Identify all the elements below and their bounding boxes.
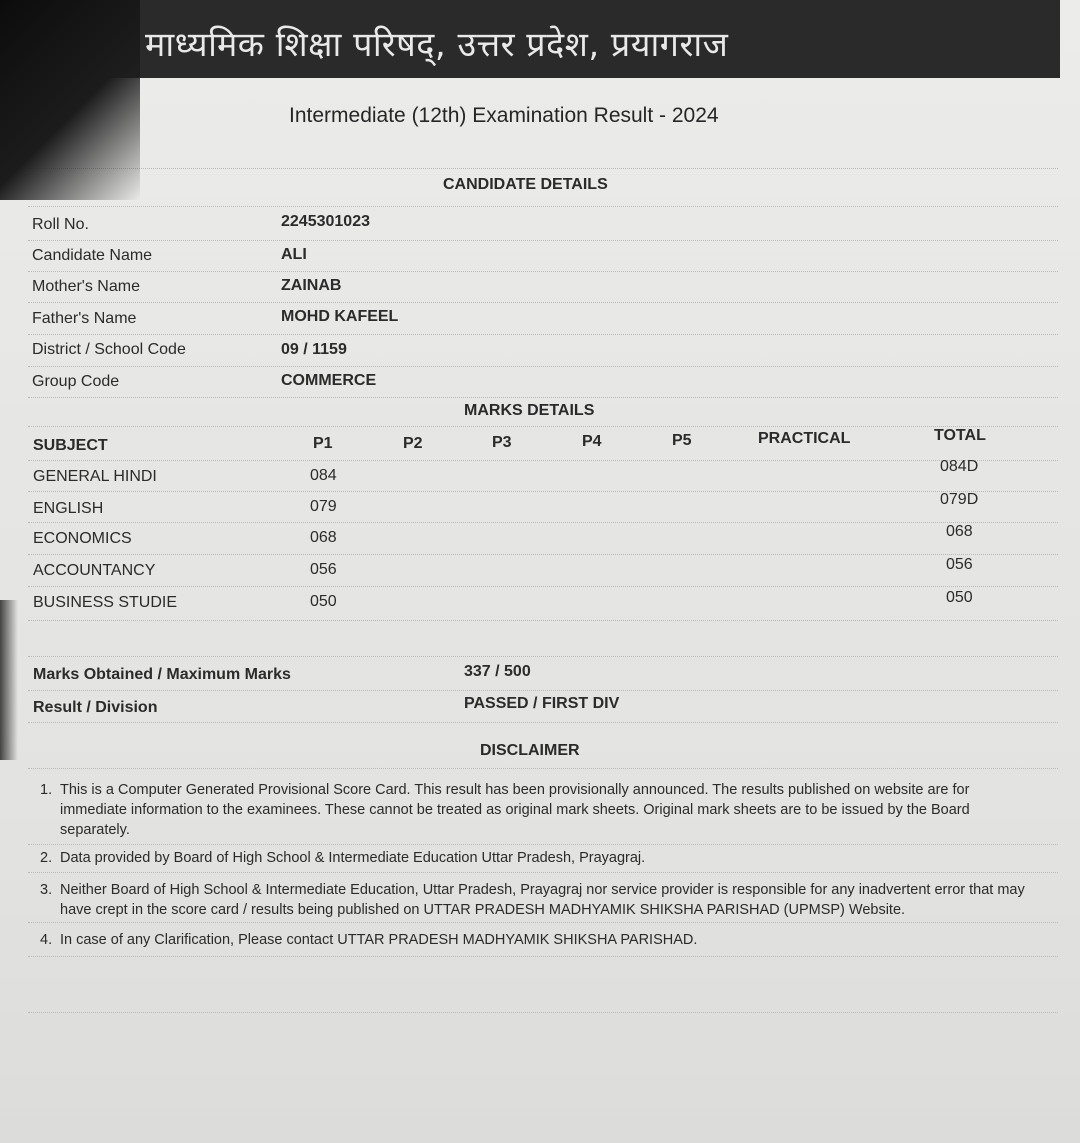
table-cell-total: 050	[946, 589, 973, 606]
table-cell-p1: 079	[310, 498, 337, 515]
divider	[28, 956, 1058, 957]
table-cell-p1: 056	[310, 561, 337, 578]
table-cell-p1: 084	[310, 467, 337, 484]
disclaimer-item-number: 2.	[40, 850, 53, 866]
table-cell-total: 068	[946, 523, 973, 540]
divider	[28, 922, 1058, 923]
divider	[28, 1012, 1058, 1013]
disclaimer-item-text: In case of any Clarification, Please contact UTTAR PRADESH MADHYAMIK SHIKSHA PARISHAD.	[60, 932, 698, 948]
field-label-district-school-code: District / School Code	[32, 341, 186, 358]
field-label-group-code: Group Code	[32, 373, 120, 390]
field-value-district-school-code: 09 / 1159	[281, 341, 347, 358]
disclaimer-item-text: Data provided by Board of High School & Intermediate Education Uttar Pradesh, Prayagraj.	[60, 850, 646, 866]
column-header-p3: P3	[492, 434, 512, 451]
photo-shadow	[0, 0, 140, 200]
candidate-details-heading: CANDIDATE DETAILS	[443, 176, 608, 193]
divider	[28, 722, 1058, 723]
table-cell-total: 056	[946, 556, 973, 573]
divider	[28, 768, 1058, 769]
disclaimer-item-number: 4.	[40, 932, 53, 948]
divider	[28, 491, 1058, 492]
table-cell-subject: ACCOUNTANCY	[33, 562, 156, 579]
disclaimer-item	[40, 930, 1035, 950]
field-value-candidate-name: ALI	[281, 246, 307, 263]
board-name: माध्यमिक शिक्षा परिषद्, उत्तर प्रदेश, प्रयागराज	[145, 25, 729, 65]
divider	[28, 168, 1058, 169]
field-label-mothers-name: Mother's Name	[32, 278, 140, 295]
divider	[28, 302, 1058, 303]
divider	[28, 206, 1058, 207]
column-header-subject: SUBJECT	[33, 437, 108, 454]
divider	[28, 522, 1058, 523]
disclaimer-item-text: Neither Board of High School & Intermediate Education, Uttar Pradesh, Prayagraj nor service provider is responsible for any inadvertent error that may have crept in the score card / results being published on UTTAR PRADESH MADHYAMIK SHIKSHA PARISHAD (UPMSP) Website.	[60, 882, 1025, 918]
table-cell-subject: ECONOMICS	[33, 530, 132, 547]
disclaimer-item-text: This is a Computer Generated Provisional Score Card. This result has been provisionally announced. The results published on website are for immediate information to the examinees. These cannot be treated as original mark sheets. Original mark sheets are to be issued by the Board separately.	[60, 782, 970, 838]
divider	[28, 240, 1058, 241]
divider	[28, 872, 1058, 873]
column-header-practical: PRACTICAL	[758, 430, 851, 447]
field-label-fathers-name: Father's Name	[32, 310, 137, 327]
table-cell-total: 084D	[940, 458, 979, 475]
disclaimer-item	[40, 880, 1035, 920]
column-header-total: TOTAL	[934, 427, 986, 444]
marks-obtained-value: 337 / 500	[464, 663, 531, 680]
disclaimer-heading: DISCLAIMER	[480, 742, 580, 759]
divider	[28, 656, 1058, 657]
divider	[28, 620, 1058, 621]
field-label-candidate-name: Candidate Name	[32, 247, 153, 264]
field-value-roll-no: 2245301023	[281, 213, 370, 230]
disclaimer-item	[40, 848, 1035, 868]
divider	[28, 271, 1058, 272]
table-cell-subject: BUSINESS STUDIE	[33, 594, 178, 611]
divider	[28, 397, 1058, 398]
column-header-p5: P5	[672, 432, 692, 449]
table-cell-subject: GENERAL HINDI	[33, 468, 157, 485]
divider	[28, 690, 1058, 691]
column-header-p4: P4	[582, 433, 602, 450]
divider	[28, 334, 1058, 335]
document-title: Intermediate (12th) Examination Result - 2024	[289, 104, 719, 127]
divider	[28, 844, 1058, 845]
disclaimer-item	[40, 780, 1035, 840]
field-value-mothers-name: ZAINAB	[281, 277, 342, 294]
result-division-value: PASSED / FIRST DIV	[464, 695, 620, 712]
field-value-group-code: COMMERCE	[281, 372, 377, 389]
disclaimer-item-number: 3.	[40, 882, 53, 898]
table-cell-p1: 068	[310, 529, 337, 546]
divider	[28, 426, 1058, 427]
divider	[28, 586, 1058, 587]
marks-obtained-label: Marks Obtained / Maximum Marks	[33, 666, 291, 683]
table-cell-p1: 050	[310, 593, 337, 610]
disclaimer-item-number: 1.	[40, 782, 53, 798]
table-cell-subject: ENGLISH	[33, 500, 104, 517]
divider	[28, 366, 1058, 367]
column-header-p1: P1	[313, 435, 333, 452]
divider	[28, 554, 1058, 555]
marks-details-heading: MARKS DETAILS	[464, 402, 595, 419]
table-cell-total: 079D	[940, 491, 979, 508]
paper-edge-shadow	[0, 600, 18, 760]
field-value-fathers-name: MOHD KAFEEL	[281, 308, 399, 325]
result-division-label: Result / Division	[33, 699, 158, 716]
column-header-p2: P2	[403, 435, 423, 452]
divider	[28, 460, 1058, 461]
field-label-roll-no: Roll No.	[32, 216, 89, 233]
